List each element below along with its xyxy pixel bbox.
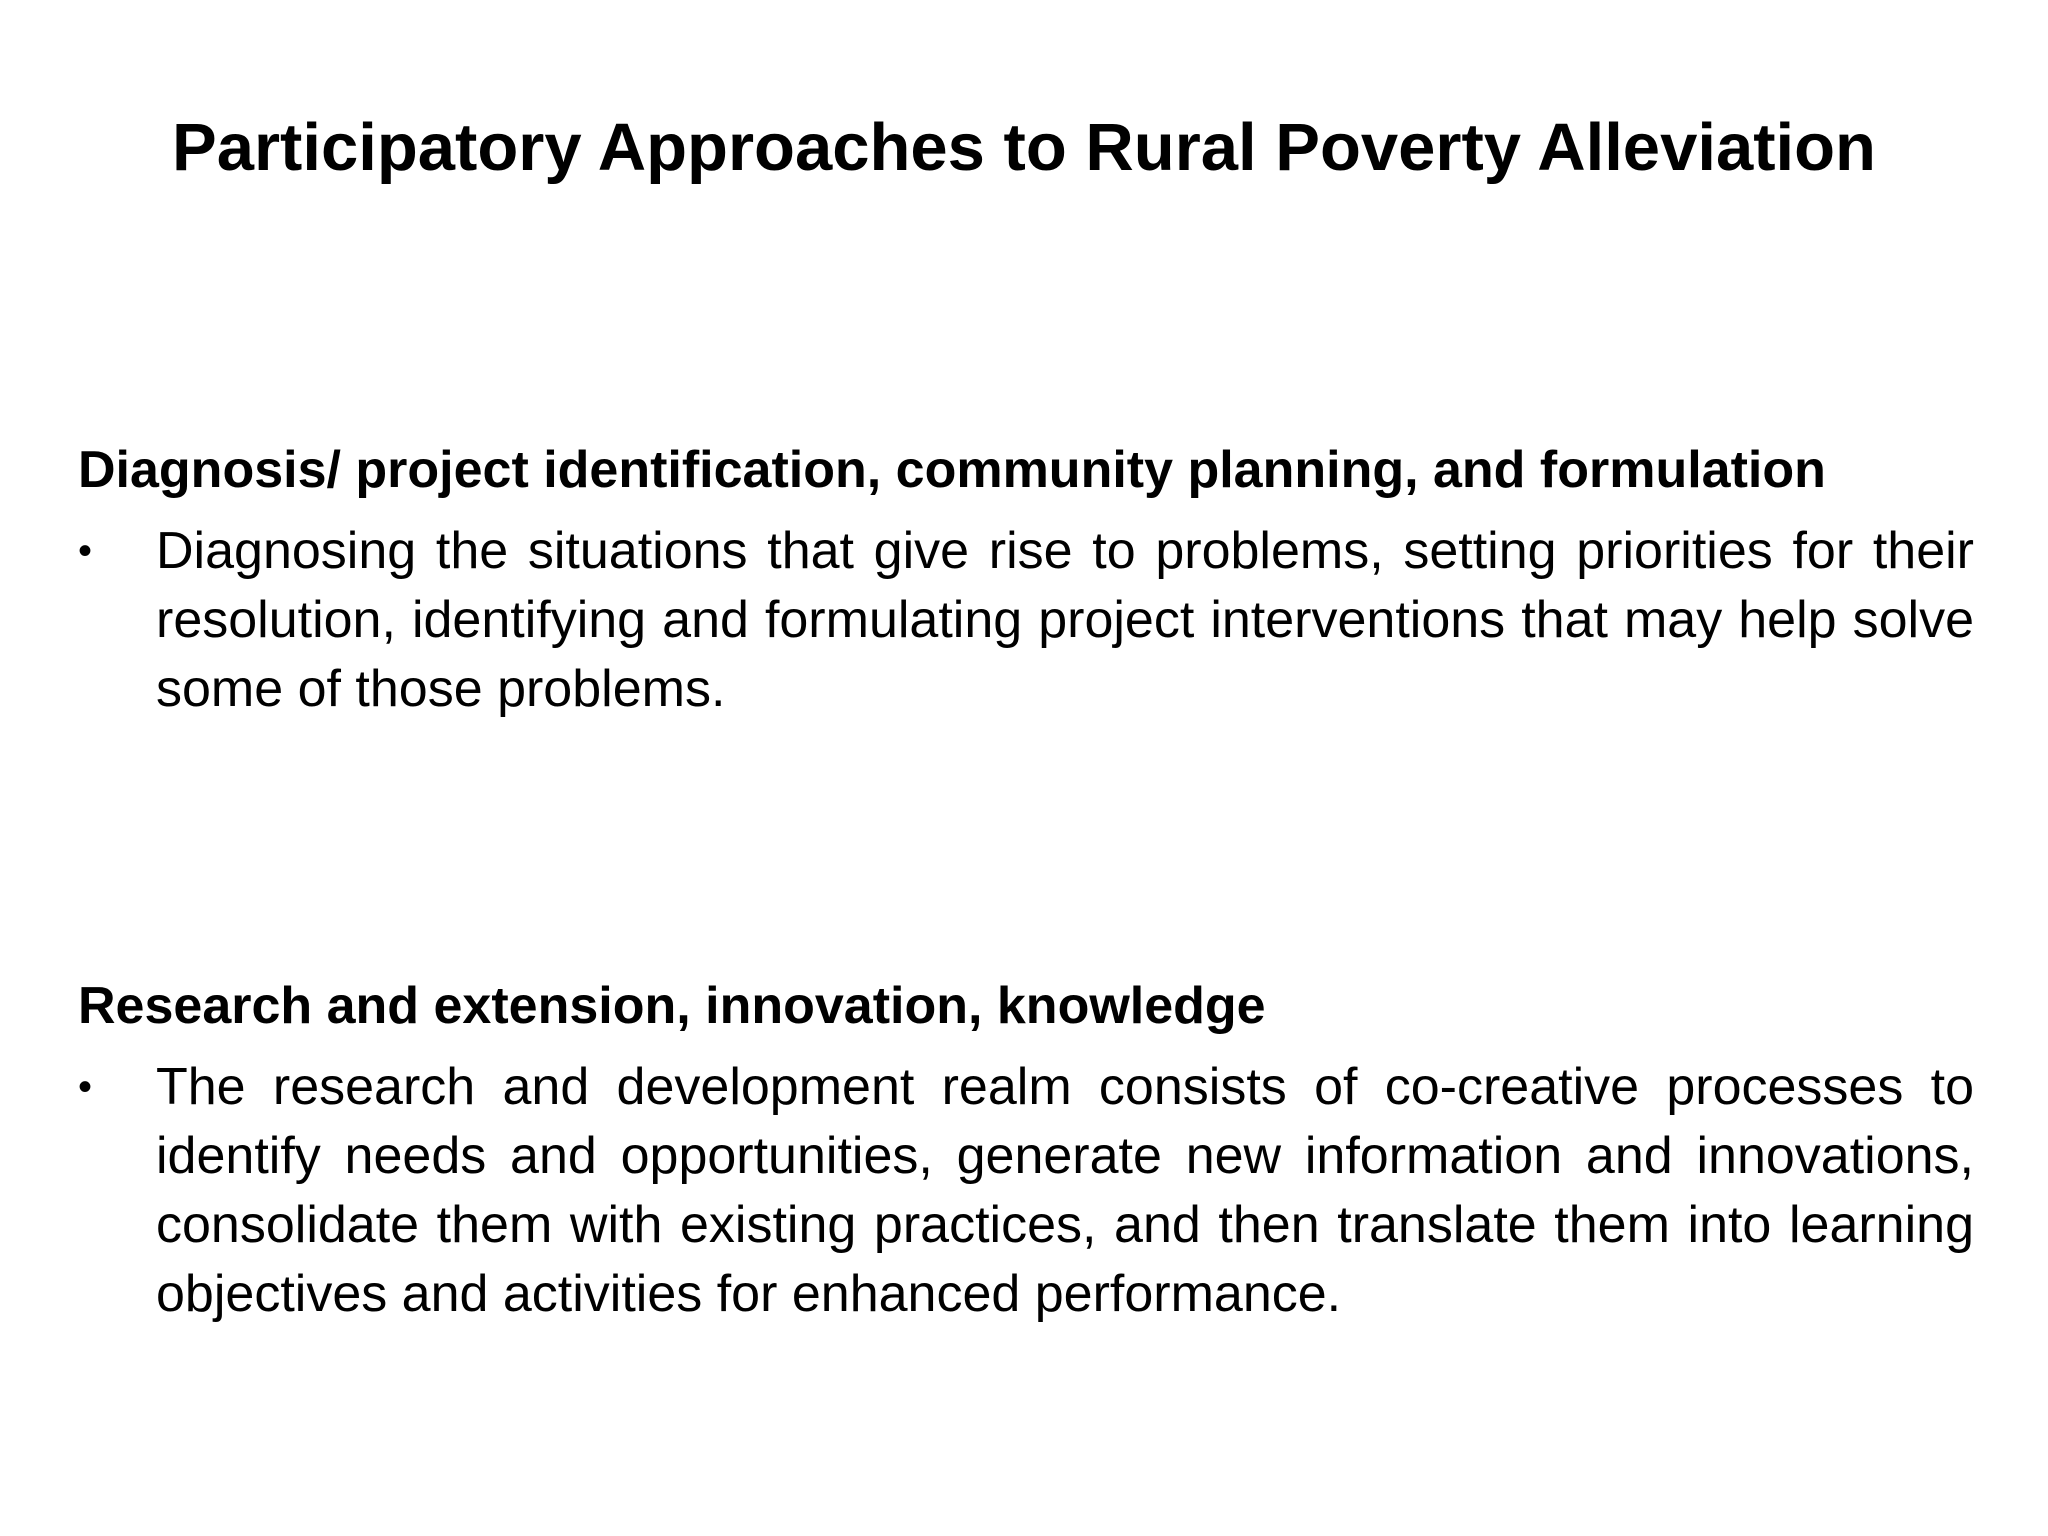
bullet-text: Diagnosing the situations that give rise to problems, setting priorities for their resolution, identifying and formulating project interventions that may help solve some of those problems. — [156, 522, 1974, 718]
slide-title: Participatory Approaches to Rural Poverty Alleviation — [172, 110, 1876, 185]
section-heading: Diagnosis/ project identification, community planning, and formulation — [78, 441, 1826, 499]
bullet-icon: • — [78, 529, 93, 573]
bullet-item — [78, 517, 1974, 724]
bullet-text: The research and development realm consists of co-creative processes to identify needs and opportunities, generate new information and innovations, consolidate them with existing practices, and then translate them into learning objectives and activities for enhanced performance. — [156, 1058, 1974, 1323]
bullet-icon: • — [78, 1065, 93, 1109]
bullet-item — [78, 1053, 1974, 1329]
section-research — [78, 972, 1974, 1329]
section-heading: Research and extension, innovation, knowledge — [78, 977, 1266, 1035]
section-diagnosis — [78, 436, 1974, 724]
